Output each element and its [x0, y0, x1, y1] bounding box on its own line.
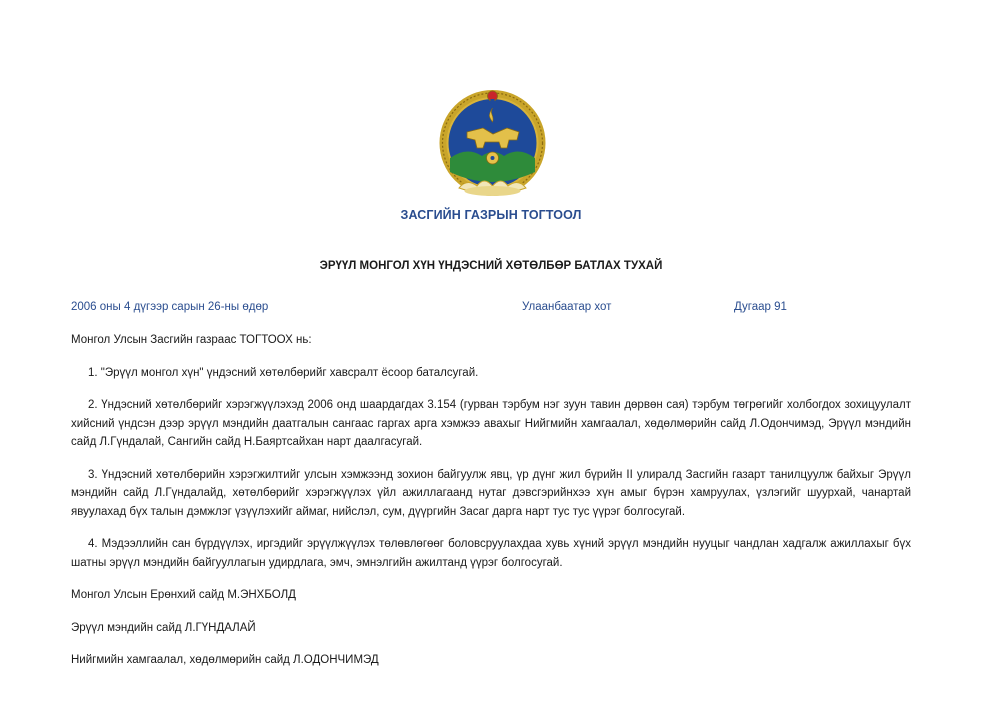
document-body	[71, 331, 911, 684]
decree-item: 4. Мэдээллийн сан бүрдүүлэх, иргэдийг эрүүлжүүлэх төлөвлөгөөг боловсруулахдаа хувь хүний эрүүл мэндийн нууцыг чандлан хадгалж ажиллахыг бүх шатны эрүүл мэндийн байгууллагын удирдлага, эмч, эмнэлгийн ажилтанд үүрэг болгосугай.	[71, 538, 911, 569]
resolution-city: Улаанбаатар хот	[522, 301, 612, 313]
decree-item: 1. "Эрүүл монгол хүн" үндэсний хөтөлбөрийг хавсралт ёсоор баталсугай.	[88, 366, 479, 379]
signature-social-welfare-minister: Нийгмийн хамгаалал, хөдөлмөрийн сайд Л.ОДОНЧИМЭД	[71, 654, 379, 666]
document-title: ЭРҮҮЛ МОНГОЛ ХҮН ҮНДЭСНИЙ ХӨТӨЛБӨР БАТЛАХ ТУХАЙ	[319, 260, 663, 272]
resolution-number: Дугаар 91	[734, 301, 787, 313]
signature-prime-minister: Монгол Улсын Ерөнхий сайд М.ЭНХБОЛД	[71, 589, 296, 601]
decree-item: 3. Үндэсний хөтөлбөрийн хэрэгжилтийг улсын хэмжээнд зохион байгуулж явц, үр дүнг жил бүрийн II улиралд Засгийн газарт танилцуулж байхыг Эрүүл мэндийн сайд Л.Гүндалайд, хөтөлбөрийг хэрэгжүүлэх үйл ажиллагаанд нутаг дэвсгэрийнхээ хүн амыг бүрэн хамруулах, үзлэгийг шуурхай, чанартай явуулахад бүх талын дэмжлэг үзүүлэхийг аймаг, нийслэл, сум, дүүргийн Засаг дарга нарт тус тус үүрэг болгосугай.	[71, 468, 911, 518]
resolution-date: 2006 оны 4 дүгээр сарын 26-ны өдөр	[71, 301, 269, 313]
decree-item: 2. Үндэсний хөтөлбөрийг хэрэгжүүлэхэд 2006 онд шаардагдах 3.154 (гурван тэрбум нэг зуун тавин дөрвөн сая) тэрбум төгрөгийг холбогдох зохицуулалт хийсний үндсэн дээр эрүүл мэндийн даатгалын сангаас гаргах арга хэмжээ авахыг Нийгмийн хамгаалал, хөдөлмөрийн сайд Л.Одончимэд, Эрүүл мэндийн сайд Л.Гүндалай, Сангийн сайд Н.Баяртсайхан нарт даалгасугай.	[71, 399, 911, 448]
government-resolution-heading: ЗАСГИЙН ГАЗРЫН ТОГТООЛ	[400, 208, 582, 222]
coat-of-arms-of-mongolia-icon	[437, 88, 548, 205]
document-meta	[71, 301, 921, 317]
decree-intro: Монгол Улсын Засгийн газраас ТОГТООХ нь:	[71, 334, 312, 346]
signature-health-minister: Эрүүл мэндийн сайд Л.ГҮНДАЛАЙ	[71, 621, 256, 634]
